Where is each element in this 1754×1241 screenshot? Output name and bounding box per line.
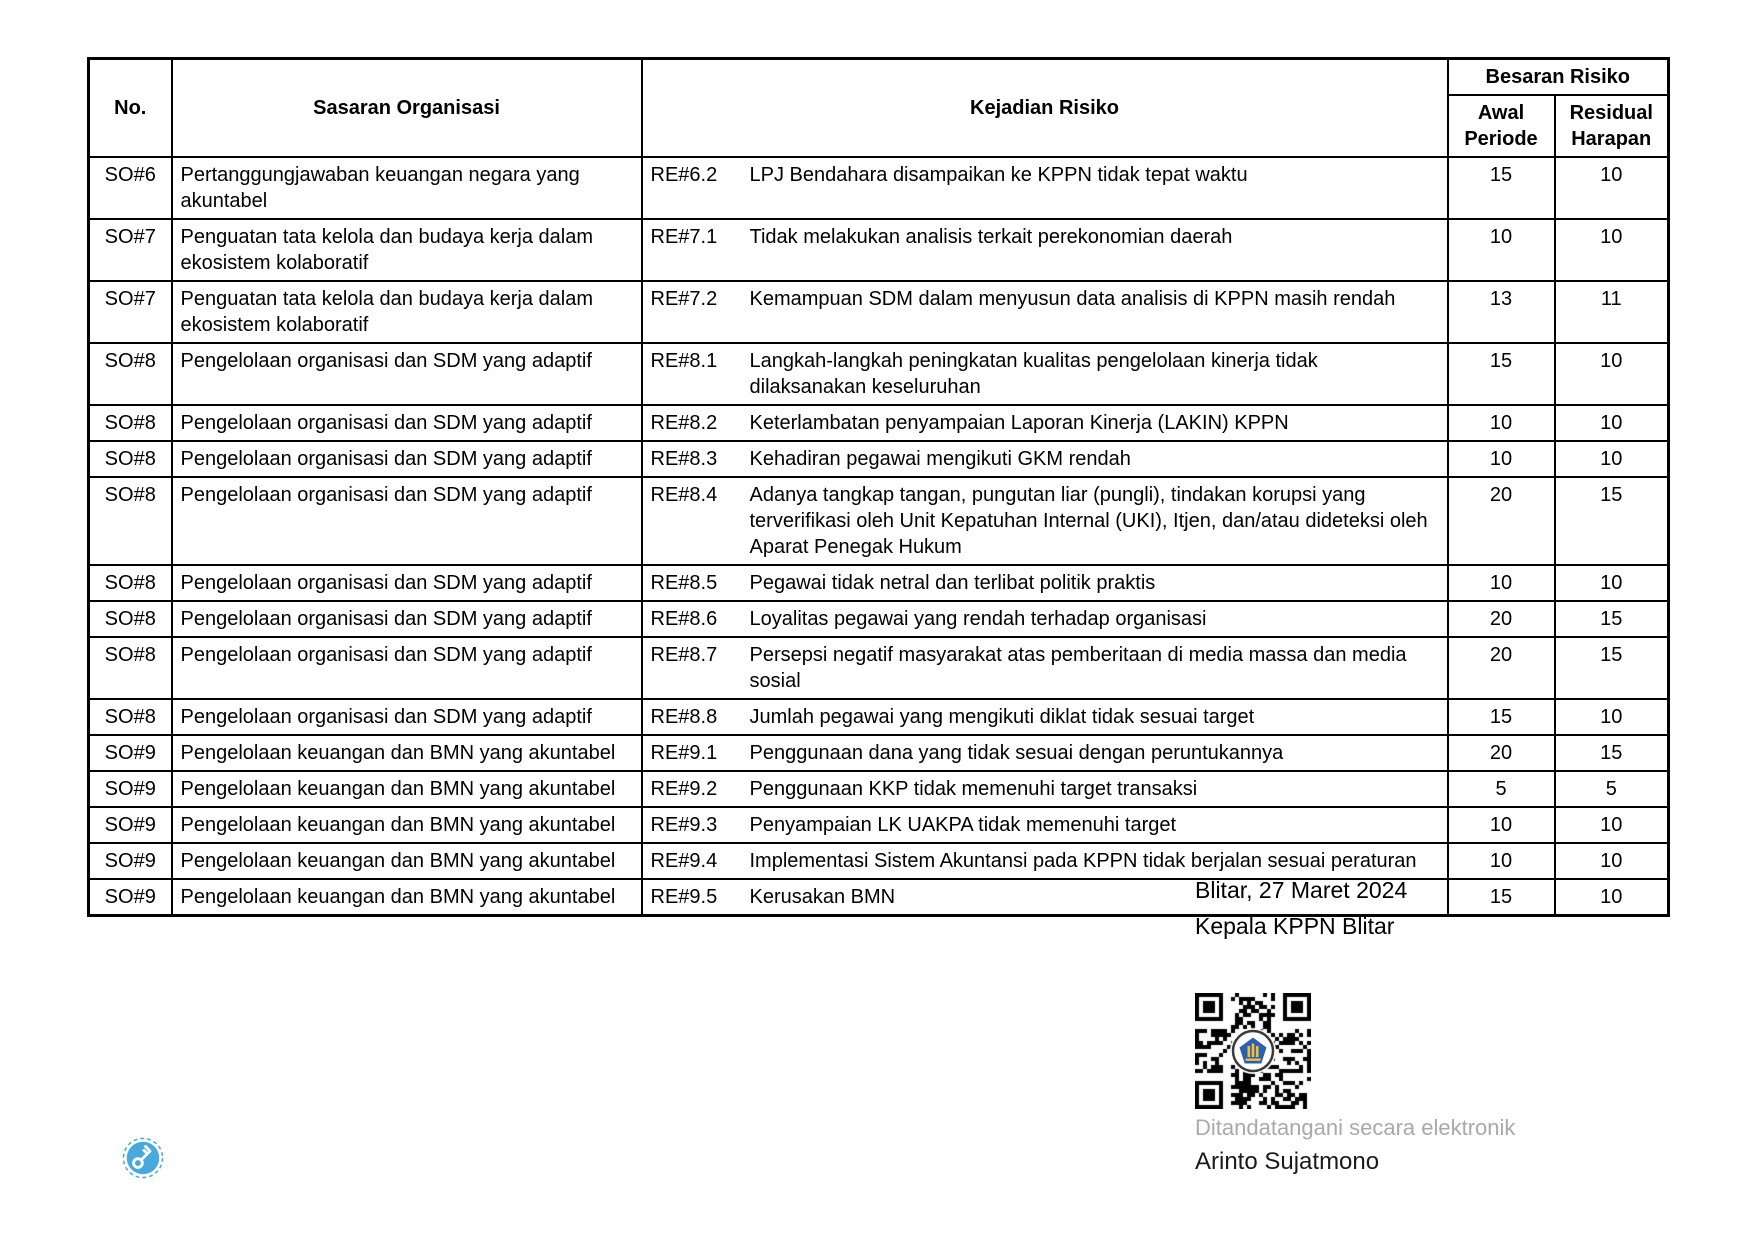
residual-value: 10 [1555,343,1669,405]
sasaran-cell: Pertanggungjawaban keuangan negara yang akuntabel [172,157,642,219]
residual-value: 10 [1555,405,1669,441]
awal-value: 15 [1448,157,1555,219]
risk-code: RE#9.2 [642,771,742,807]
row-no: SO#7 [89,219,172,281]
row-no: SO#9 [89,807,172,843]
signer-name: Arinto Sujatmono [1195,1148,1380,1175]
row-no: SO#6 [89,157,172,219]
table-row [89,565,1669,601]
header-awal: Awal Periode [1448,95,1555,157]
sasaran-cell: Pengelolaan keuangan dan BMN yang akuntabel [172,843,642,879]
risk-code: RE#8.2 [642,405,742,441]
sasaran-cell: Pengelolaan organisasi dan SDM yang adaptif [172,637,642,699]
row-no: SO#8 [89,477,172,565]
risk-desc: Implementasi Sistem Akuntansi pada KPPN tidak berjalan sesuai peraturan [742,843,1448,879]
awal-value: 15 [1448,343,1555,405]
risk-code: RE#8.3 [642,441,742,477]
row-no: SO#8 [89,343,172,405]
header-residual: Residual Harapan [1555,95,1669,157]
table-row [89,637,1669,699]
kemenkeu-logo [1231,1029,1275,1073]
awal-value: 20 [1448,735,1555,771]
table-row [89,735,1669,771]
table-row [89,441,1669,477]
awal-value: 10 [1448,405,1555,441]
sasaran-cell: Pengelolaan organisasi dan SDM yang adaptif [172,405,642,441]
risk-code: RE#6.2 [642,157,742,219]
residual-value: 10 [1555,807,1669,843]
header-kejadian: Kejadian Risiko [642,59,1448,158]
residual-value: 15 [1555,735,1669,771]
sasaran-cell: Penguatan tata kelola dan budaya kerja dalam ekosistem kolaboratif [172,219,642,281]
risk-desc: Pegawai tidak netral dan terlibat politik praktis [742,565,1448,601]
risk-code: RE#8.6 [642,601,742,637]
risk-desc: Adanya tangkap tangan, pungutan liar (pungli), tindakan korupsi yang terverifikasi oleh Unit Kepatuhan Internal (UKI), Itjen, dan/atau dideteksi oleh Aparat Penegak Hukum [742,477,1448,565]
row-no: SO#9 [89,879,172,916]
row-no: SO#8 [89,699,172,735]
table-row [89,157,1669,219]
sasaran-cell: Pengelolaan keuangan dan BMN yang akuntabel [172,735,642,771]
row-no: SO#9 [89,843,172,879]
row-no: SO#9 [89,771,172,807]
table-row [89,601,1669,637]
table-row [89,771,1669,807]
risk-desc: Keterlambatan penyampaian Laporan Kinerja (LAKIN) KPPN [742,405,1448,441]
residual-value: 15 [1555,477,1669,565]
residual-value: 10 [1555,843,1669,879]
risk-code: RE#9.4 [642,843,742,879]
risk-desc: Tidak melakukan analisis terkait perekonomian daerah [742,219,1448,281]
awal-value: 15 [1448,879,1555,916]
residual-value: 10 [1555,157,1669,219]
risk-desc: LPJ Bendahara disampaikan ke KPPN tidak tepat waktu [742,157,1448,219]
risk-code: RE#8.7 [642,637,742,699]
residual-value: 10 [1555,879,1669,916]
residual-value: 10 [1555,565,1669,601]
table-row [89,699,1669,735]
risk-desc: Penyampaian LK UAKPA tidak memenuhi target [742,807,1448,843]
row-no: SO#8 [89,601,172,637]
residual-value: 10 [1555,441,1669,477]
risk-desc: Penggunaan dana yang tidak sesuai dengan peruntukannya [742,735,1448,771]
qr-code [1195,993,1311,1109]
risk-code: RE#7.2 [642,281,742,343]
risk-code: RE#9.1 [642,735,742,771]
row-no: SO#9 [89,735,172,771]
awal-value: 20 [1448,601,1555,637]
awal-value: 15 [1448,699,1555,735]
row-no: SO#7 [89,281,172,343]
sasaran-cell: Pengelolaan keuangan dan BMN yang akuntabel [172,771,642,807]
sasaran-cell: Pengelolaan organisasi dan SDM yang adaptif [172,343,642,405]
risk-code: RE#8.8 [642,699,742,735]
risk-desc: Jumlah pegawai yang mengikuti diklat tidak sesuai target [742,699,1448,735]
table-row [89,343,1669,405]
residual-value: 11 [1555,281,1669,343]
sasaran-cell: Pengelolaan organisasi dan SDM yang adaptif [172,699,642,735]
esign-note: Ditandatangani secara elektronik [1195,1115,1516,1140]
awal-value: 10 [1448,219,1555,281]
awal-value: 10 [1448,807,1555,843]
risk-desc: Kehadiran pegawai mengikuti GKM rendah [742,441,1448,477]
table-row [89,219,1669,281]
residual-value: 10 [1555,219,1669,281]
risk-code: RE#9.5 [642,879,742,916]
risk-code: RE#8.5 [642,565,742,601]
row-no: SO#8 [89,441,172,477]
residual-value: 5 [1555,771,1669,807]
table-row [89,807,1669,843]
sasaran-cell: Pengelolaan organisasi dan SDM yang adaptif [172,477,642,565]
residual-value: 15 [1555,601,1669,637]
awal-value: 10 [1448,843,1555,879]
sasaran-cell: Pengelolaan organisasi dan SDM yang adaptif [172,565,642,601]
risk-table [87,57,1670,917]
table-row [89,477,1669,565]
digital-signature-key-icon [122,1137,164,1179]
awal-value: 20 [1448,477,1555,565]
sasaran-cell: Pengelolaan organisasi dan SDM yang adaptif [172,601,642,637]
awal-value: 5 [1448,771,1555,807]
risk-desc: Kerusakan BMN [742,879,1448,916]
risk-code: RE#8.1 [642,343,742,405]
sasaran-cell: Pengelolaan keuangan dan BMN yang akuntabel [172,807,642,843]
residual-value: 15 [1555,637,1669,699]
header-besaran: Besaran Risiko [1448,59,1669,96]
row-no: SO#8 [89,637,172,699]
signature-title: Kepala KPPN Blitar [1195,913,1395,939]
awal-value: 13 [1448,281,1555,343]
table-row [89,405,1669,441]
table-row [89,843,1669,879]
sasaran-cell: Pengelolaan keuangan dan BMN yang akuntabel [172,879,642,916]
header-sasaran: Sasaran Organisasi [172,59,642,158]
sasaran-cell: Penguatan tata kelola dan budaya kerja dalam ekosistem kolaboratif [172,281,642,343]
risk-desc: Kemampuan SDM dalam menyusun data analisis di KPPN masih rendah [742,281,1448,343]
awal-value: 10 [1448,441,1555,477]
table-row [89,879,1669,916]
risk-table-header [89,59,1669,158]
risk-desc: Loyalitas pegawai yang rendah terhadap organisasi [742,601,1448,637]
sasaran-cell: Pengelolaan organisasi dan SDM yang adaptif [172,441,642,477]
risk-desc: Persepsi negatif masyarakat atas pemberitaan di media massa dan media sosial [742,637,1448,699]
risk-code: RE#8.4 [642,477,742,565]
signature-place-date: Blitar, 27 Maret 2024 [1195,877,1408,903]
table-row [89,281,1669,343]
risk-code: RE#9.3 [642,807,742,843]
risk-desc: Penggunaan KKP tidak memenuhi target transaksi [742,771,1448,807]
risk-desc: Langkah-langkah peningkatan kualitas pengelolaan kinerja tidak dilaksanakan keseluruhan [742,343,1448,405]
header-no: No. [89,59,172,158]
risk-code: RE#7.1 [642,219,742,281]
row-no: SO#8 [89,565,172,601]
awal-value: 20 [1448,637,1555,699]
residual-value: 10 [1555,699,1669,735]
row-no: SO#8 [89,405,172,441]
awal-value: 10 [1448,565,1555,601]
